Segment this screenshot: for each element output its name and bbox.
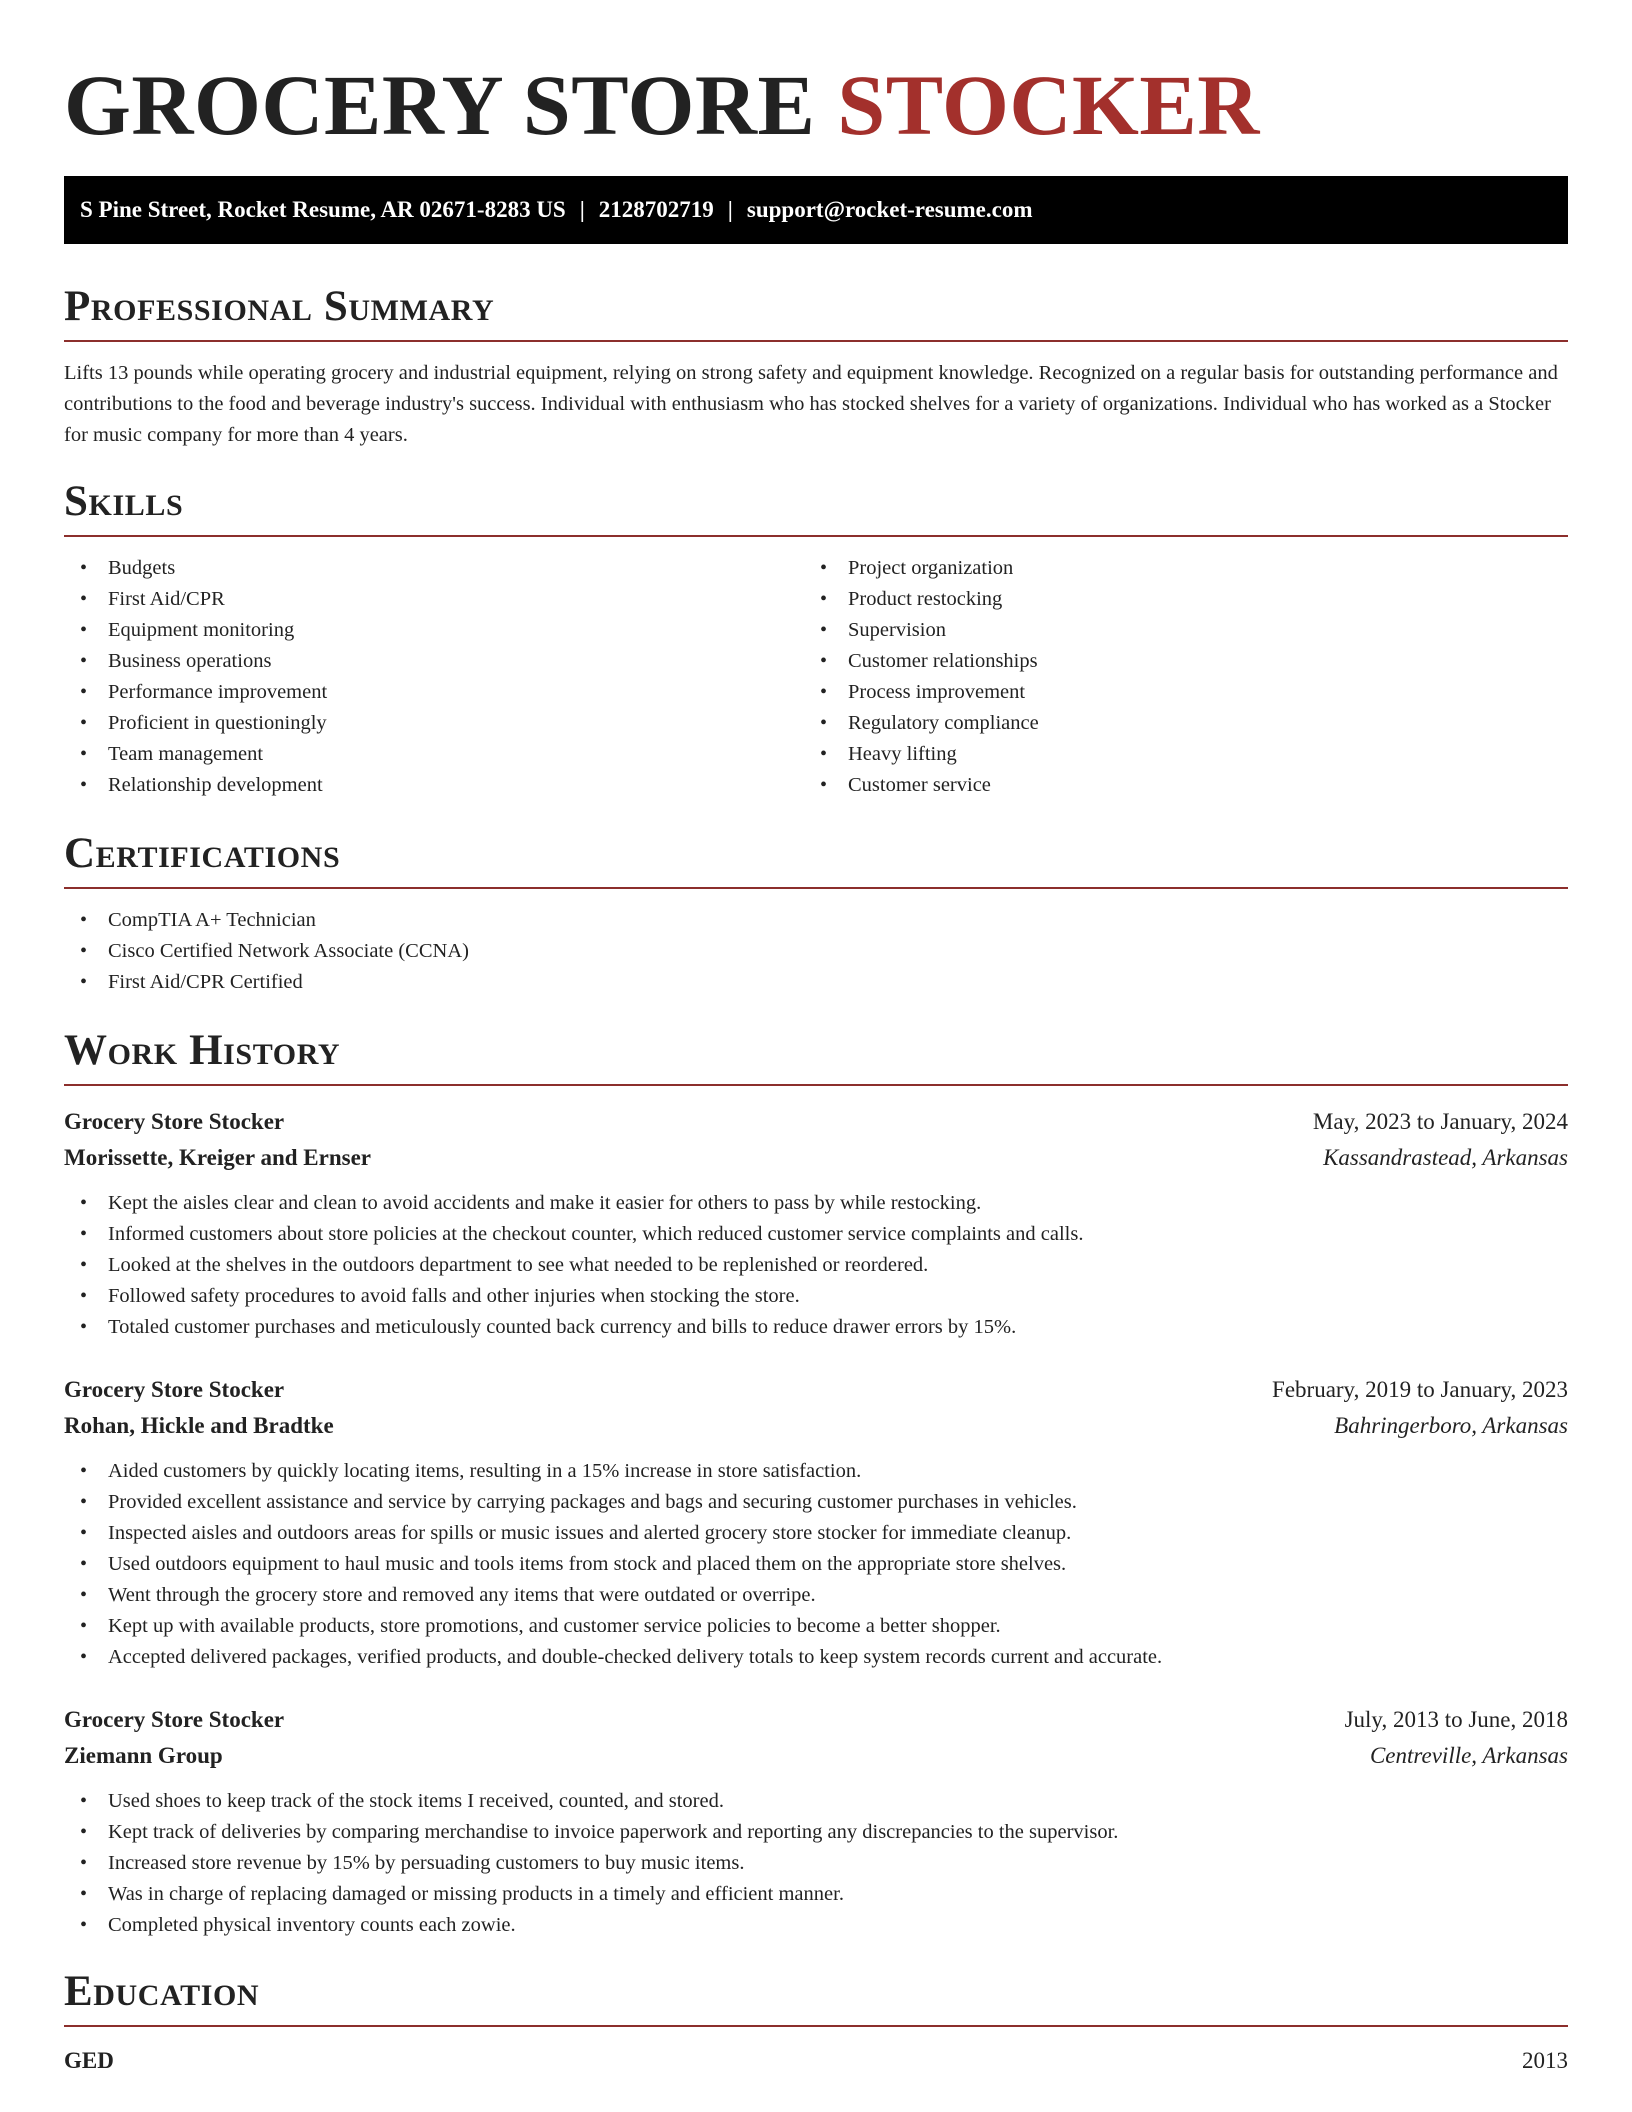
job-dates: February, 2019 to January, 2023 [1272,1377,1568,1402]
education-section [64,1967,1568,2079]
job-location: Kassandrastead, Arkansas [1323,1145,1568,1170]
job-company: Ziemann Group [64,1743,223,1768]
job-duties-list [64,1786,1568,1941]
job-entry [64,1104,1568,1343]
skill-item: • Budgets [64,553,804,584]
contact-phone[interactable]: 2128702719 [598,197,714,222]
job-duty: • Looked at the shelves in the outdoors department to see what needed to be replenished or reordered. [64,1250,1568,1281]
skills-list-right [804,553,1544,801]
skill-item: • Regulatory compliance [804,708,1544,739]
job-duty: • Informed customers about store policies at the checkout counter, which reduced customer service complaints and calls. [64,1219,1568,1250]
job-location: Bahringerboro, Arkansas [1334,1413,1568,1438]
summary-section [64,282,1568,451]
job-entry [64,1702,1568,1941]
work-history-section [64,1026,1568,1941]
job-dates: May, 2023 to January, 2024 [1312,1109,1568,1134]
job-entry [64,1372,1568,1673]
job-duty: • Followed safety procedures to avoid falls and other injuries when stocking the store. [64,1281,1568,1312]
job-title: Grocery Store Stocker [64,1109,285,1134]
contact-bar [64,176,1568,244]
job-company-row [64,1738,1568,1774]
skill-item: • Relationship development [64,770,804,801]
summary-text: Lifts 13 pounds while operating grocery and industrial equipment, relying on strong safety and equipment knowledge. Recognized on a regular basis for outstanding performance and contributions to the food and beverage industry's success. Individual with enthusiasm who has stocked shelves for a variety of organizations. Individual who has worked as a Stocker for music company for more than 4 years. [64,362,1558,446]
section-heading-work-history: Work History [64,1026,1568,1086]
job-company: Morissette, Kreiger and Ernser [64,1145,372,1170]
job-duty: • Used shoes to keep track of the stock items I received, counted, and stored. [64,1786,1568,1817]
job-company: Rohan, Hickle and Bradtke [64,1413,334,1438]
job-title: Grocery Store Stocker [64,1707,285,1732]
certification-item: • CompTIA A+ Technician [64,905,1568,936]
name-accent: STOCKER [837,57,1260,153]
skill-item: • Team management [64,739,804,770]
job-dates: July, 2013 to June, 2018 [1344,1707,1568,1732]
skill-item: • Product restocking [804,584,1544,615]
education-year: 2013 [1522,2048,1568,2073]
section-heading-skills: Skills [64,477,1568,537]
job-duty: • Aided customers by quickly locating items, resulting in a 15% increase in store satisfaction. [64,1456,1568,1487]
skills-section [64,477,1568,801]
section-heading-certifications: Certifications [64,829,1568,889]
contact-separator: | [727,197,733,222]
skill-item: • Heavy lifting [804,739,1544,770]
contact-email[interactable]: support@rocket-resume.com [746,197,1033,222]
skill-item: • Business operations [64,646,804,677]
contact-address: S Pine Street, Rocket Resume, AR 02671-8283 US [80,197,566,222]
job-duty: • Totaled customer purchases and meticulously counted back currency and bills to reduce drawer errors by 15%. [64,1312,1568,1343]
skill-item: • Customer service [804,770,1544,801]
resume-name [64,0,1568,156]
job-duties-list [64,1188,1568,1343]
job-duty: • Kept up with available products, store promotions, and customer service policies to become a better shopper. [64,1611,1568,1642]
skills-column-left [64,553,804,801]
job-duty: • Increased store revenue by 15% by persuading customers to buy music items. [64,1848,1568,1879]
education-degree: GED [64,2048,114,2073]
job-header-row [64,1104,1568,1140]
skill-item: • Equipment monitoring [64,615,804,646]
resume-page [64,0,1568,2079]
job-title: Grocery Store Stocker [64,1377,285,1402]
job-header-row [64,1702,1568,1738]
certification-item: • First Aid/CPR Certified [64,967,1568,998]
job-duty: • Kept track of deliveries by comparing merchandise to invoice paperwork and reporting any discrepancies to the supervisor. [64,1817,1568,1848]
skills-columns [64,553,1568,801]
education-entry [64,2043,1568,2079]
skills-list-left [64,553,804,801]
skill-item: • Process improvement [804,677,1544,708]
certification-item: • Cisco Certified Network Associate (CCNA) [64,936,1568,967]
job-company-row [64,1140,1568,1176]
job-duty: • Provided excellent assistance and service by carrying packages and bags and securing customer purchases in vehicles. [64,1487,1568,1518]
job-header-row [64,1372,1568,1408]
skills-column-right [804,553,1544,801]
skill-item: • First Aid/CPR [64,584,804,615]
job-duty: • Inspected aisles and outdoors areas for spills or music issues and alerted grocery store stocker for immediate cleanup. [64,1518,1568,1549]
job-duty: • Accepted delivered packages, verified products, and double-checked delivery totals to keep system records current and accurate. [64,1642,1568,1673]
section-heading-education: Education [64,1967,1568,2027]
skill-item: • Project organization [804,553,1544,584]
job-duty: • Went through the grocery store and removed any items that were outdated or overripe. [64,1580,1568,1611]
certifications-list [64,905,1568,998]
skill-item: • Customer relationships [804,646,1544,677]
job-duty: • Completed physical inventory counts each zowie. [64,1910,1568,1941]
job-location: Centreville, Arkansas [1369,1743,1568,1768]
section-heading-summary: Professional Summary [64,282,1568,342]
job-company-row [64,1408,1568,1444]
skill-item: • Proficient in questioningly [64,708,804,739]
job-duty: • Kept the aisles clear and clean to avoid accidents and make it easier for others to pass by while restocking. [64,1188,1568,1219]
certifications-section [64,829,1568,998]
skill-item: • Supervision [804,615,1544,646]
job-duty: • Was in charge of replacing damaged or missing products in a timely and efficient manner. [64,1879,1568,1910]
name-primary: GROCERY STORE [64,57,816,153]
job-duty: • Used outdoors equipment to haul music and tools items from stock and placed them on the appropriate store shelves. [64,1549,1568,1580]
skill-item: • Performance improvement [64,677,804,708]
contact-separator: | [579,197,585,222]
job-duties-list [64,1456,1568,1673]
